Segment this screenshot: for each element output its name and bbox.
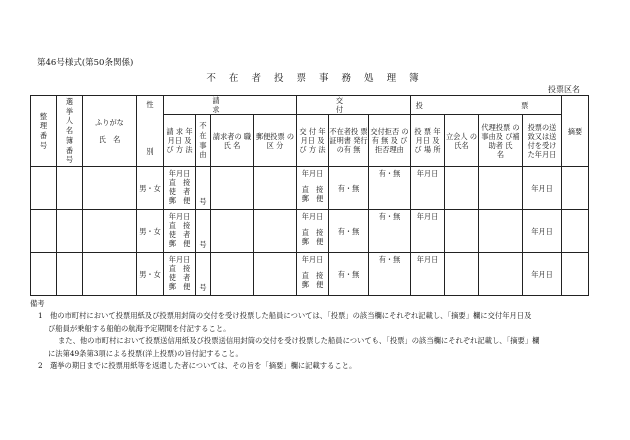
tohyo-date-cell: 年月日: [411, 167, 445, 210]
note-1: 1 他の市町村において投票用紙及び投票用封筒の交付を受け投票した船員については、「投票」の該当欄にそれぞれ記載し、「摘要」欄に交付年月日及: [38, 311, 532, 321]
note-1-sub: また、他の市町村において投票送信用紙及び投票送信用封筒の交付を受け投票した船員についても、「投票」の該当欄にそれぞれ記載し、「摘要」欄: [58, 336, 540, 346]
header-tohyo-date: 投 票 年月日 及 び 場 所: [411, 115, 445, 167]
header-tekiyo: 摘要: [562, 96, 589, 167]
soutatsu-cell: 年月日: [523, 210, 562, 253]
seikyu-method-cell: 年月日 直 接 使 者 郵 便: [164, 210, 196, 253]
go-cell: 号: [196, 210, 211, 253]
table-row: [31, 253, 589, 296]
group-kofu: 交 付: [297, 96, 411, 115]
header-furigana: ふりがな: [95, 118, 124, 127]
header-tachiai: 立会人 の氏名: [445, 115, 479, 167]
header-gender: [137, 96, 164, 167]
group-tohyo: 投 票: [411, 96, 562, 115]
gender-cell: 男・女: [137, 210, 164, 253]
seikyu-method-cell: 年月日 直 接 使 者 郵 便: [164, 253, 196, 296]
header-kofu-date: 交 付 年月日 及 び 方 法: [297, 115, 329, 167]
district-label: 投票区名: [548, 85, 580, 94]
notes-heading: 備考: [30, 299, 45, 308]
header-seiri: 整理番号: [31, 96, 57, 167]
soutatsu-cell: 年月日: [523, 167, 562, 210]
kyohi-cell: 有・無: [369, 167, 411, 210]
gender-cell: 男・女: [137, 253, 164, 296]
form-number: 第46号様式(第50条関係): [37, 58, 134, 68]
group-seikyu: 請 求: [164, 96, 297, 115]
note-1-cont: び船員が乗船する船舶の航海予定期間を付記すること。: [48, 323, 231, 333]
kofu-method-cell: 年月日 直 接 郵 便: [297, 210, 329, 253]
go-cell: 号: [196, 253, 211, 296]
shomei-cell: 有・無: [329, 253, 369, 296]
gender-cell: 男・女: [137, 167, 164, 210]
note-1-sub-cont: に法第49条第3項による投票(洋上投票)の旨付記すること。: [48, 348, 243, 358]
header-seikyusha: 請求者の 職 氏 名: [211, 115, 254, 167]
header-name: [83, 96, 137, 167]
table-row: [31, 210, 589, 253]
seikyu-method-cell: 年月日 直 接 使 者 郵 便: [164, 167, 196, 210]
shomei-cell: 有・無: [329, 167, 369, 210]
header-seikyu-date: 請 求 年月日 及 び 方 法: [164, 115, 196, 167]
note-2: 2 選挙の期日までに投票用紙等を返還した者については、その旨を「摘要」欄に記載すること。: [38, 360, 357, 370]
header-betsu: 別: [146, 147, 154, 156]
soutatsu-cell: 年月日: [523, 253, 562, 296]
header-fuzai: 不在事由: [196, 115, 211, 167]
header-yubin: 郵便投票 の 区 分: [254, 115, 297, 167]
kofu-method-cell: 年月日 直 接 郵 便: [297, 253, 329, 296]
go-cell: 号: [196, 167, 211, 210]
tohyo-date-cell: 年月日: [411, 253, 445, 296]
header-soutatsu: 投票の送 致又は送 付を受け た年月日: [523, 115, 562, 167]
header-dairi: 代理投票 の事由及 び補助者 氏 名: [479, 115, 523, 167]
header-senkyonin: 選挙人名簿番号: [57, 96, 83, 167]
shomei-cell: 有・無: [329, 210, 369, 253]
kofu-method-cell: 年月日 直 接 郵 便: [297, 167, 329, 210]
tohyo-date-cell: 年月日: [411, 210, 445, 253]
kyohi-cell: 有・無: [369, 210, 411, 253]
register-table: [30, 95, 589, 296]
header-sei: 性: [146, 100, 154, 109]
notes: [30, 298, 610, 372]
document-title: 不 在 者 投 票 事 務 処 理 簿: [206, 73, 424, 84]
table-row: [31, 167, 589, 210]
header-kyohi: 交付拒否 の 有 無 及 び 拒否理由: [369, 115, 411, 167]
header-shomei: 不在者投 票証明書 発行の有 無: [329, 115, 369, 167]
header-shimei: 氏 名: [98, 135, 121, 144]
kyohi-cell: 有・無: [369, 253, 411, 296]
